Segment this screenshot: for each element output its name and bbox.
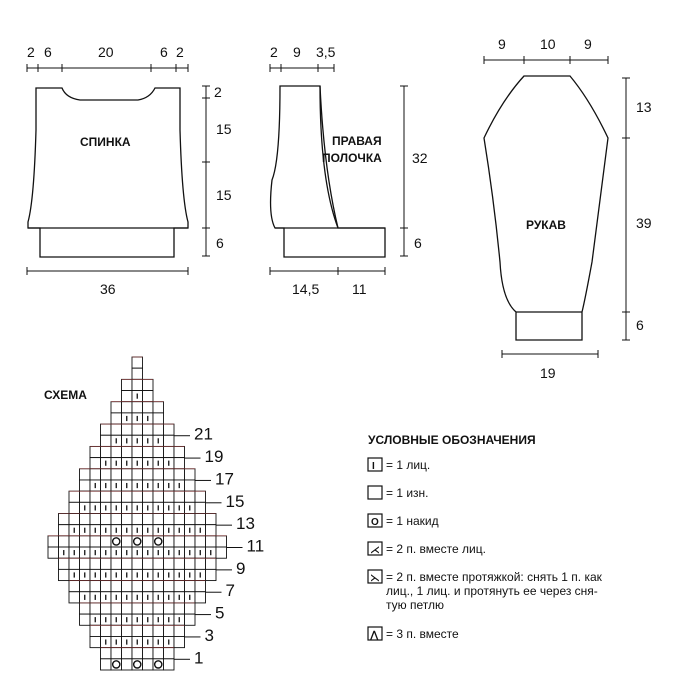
chart-cell bbox=[69, 502, 80, 513]
chart-cell bbox=[90, 514, 101, 525]
chart-cell bbox=[174, 491, 185, 502]
chart-cell bbox=[174, 446, 185, 457]
yarn-over-mark bbox=[134, 538, 141, 545]
sleeve-bottom-dimension bbox=[502, 350, 598, 381]
chart-cell bbox=[101, 435, 112, 446]
chart-cell bbox=[101, 581, 112, 592]
chart-cell bbox=[122, 536, 133, 547]
sleeve-top-dim-1: 9 bbox=[498, 36, 506, 52]
chart-cell bbox=[143, 648, 154, 659]
back-label: СПИНКА bbox=[80, 135, 131, 149]
row-number-label: 19 bbox=[204, 447, 224, 467]
chart-cell bbox=[195, 558, 206, 569]
chart-cell bbox=[80, 480, 91, 491]
back-top-dim-5: 2 bbox=[176, 44, 184, 60]
chart-cell bbox=[80, 469, 91, 480]
chart-cell bbox=[143, 603, 154, 614]
chart-cell bbox=[132, 581, 143, 592]
chart-cell bbox=[90, 458, 101, 469]
chart-cell bbox=[185, 480, 196, 491]
front-label-line1: ПРАВАЯ bbox=[332, 134, 382, 148]
chart-cell bbox=[132, 446, 143, 457]
front-piece bbox=[270, 44, 428, 297]
chart-cell bbox=[132, 603, 143, 614]
sleeve-label: РУКАВ bbox=[526, 218, 566, 232]
stitch-chart bbox=[48, 357, 227, 670]
legend-text-k2tog: = 2 п. вместе лиц. bbox=[386, 542, 486, 556]
chart-cell bbox=[153, 558, 164, 569]
chart-cell bbox=[164, 514, 175, 525]
schema-title: СХЕМА bbox=[44, 388, 87, 402]
chart-cell bbox=[101, 469, 112, 480]
chart-cell bbox=[143, 379, 154, 390]
chart-cell bbox=[111, 402, 122, 413]
chart-cell bbox=[122, 446, 133, 457]
chart-cell bbox=[206, 514, 217, 525]
chart-cell bbox=[111, 446, 122, 457]
chart-cell bbox=[122, 603, 133, 614]
chart-cell bbox=[185, 536, 196, 547]
chart-cell bbox=[195, 502, 206, 513]
row-number-label: 5 bbox=[215, 603, 225, 623]
chart-cell bbox=[132, 625, 143, 636]
front-label-line2: ПОЛОЧКА bbox=[322, 151, 382, 165]
chart-cell bbox=[48, 536, 59, 547]
back-bottom-dimension bbox=[27, 267, 188, 297]
front-bottom-dim-1: 14,5 bbox=[292, 281, 320, 297]
sleeve-piece bbox=[484, 36, 652, 381]
row-number-label: 3 bbox=[204, 625, 214, 645]
chart-cell bbox=[164, 424, 175, 435]
chart-cell bbox=[111, 603, 122, 614]
chart-cell bbox=[143, 446, 154, 457]
legend-item-purl bbox=[368, 486, 429, 500]
chart-cell bbox=[101, 659, 112, 670]
chart-cell bbox=[80, 558, 91, 569]
front-side-dim-2: 6 bbox=[414, 235, 422, 251]
front-side-dim-1: 32 bbox=[412, 150, 428, 166]
sleeve-top-dim-2: 10 bbox=[540, 36, 556, 52]
chart-cell bbox=[69, 592, 80, 603]
yarn-over-mark bbox=[134, 661, 141, 668]
chart-cell bbox=[90, 536, 101, 547]
chart-cell bbox=[111, 413, 122, 424]
chart-cell bbox=[164, 659, 175, 670]
chart-cell bbox=[59, 525, 70, 536]
chart-cell bbox=[59, 558, 70, 569]
chart-cell bbox=[143, 625, 154, 636]
chart-cell bbox=[111, 558, 122, 569]
chart-cell bbox=[153, 603, 164, 614]
chart-cell bbox=[195, 581, 206, 592]
chart-cell bbox=[101, 558, 112, 569]
legend-text-purl: = 1 изн. bbox=[386, 486, 429, 500]
chart-cell bbox=[143, 424, 154, 435]
ssk-icon: ⋋ bbox=[370, 573, 380, 584]
sleeve-side-dim-1: 13 bbox=[636, 99, 652, 115]
front-bottom-dim-2: 11 bbox=[352, 281, 367, 297]
legend-text-knit: = 1 лиц. bbox=[386, 458, 431, 472]
chart-cell bbox=[195, 536, 206, 547]
chart-cell bbox=[143, 402, 154, 413]
row-number-label: 11 bbox=[246, 536, 265, 556]
chart-cell bbox=[80, 514, 91, 525]
chart-cell bbox=[174, 636, 185, 647]
chart-cell bbox=[122, 514, 133, 525]
chart-cell bbox=[174, 514, 185, 525]
chart-cell bbox=[206, 569, 217, 580]
yarn-over-icon: O bbox=[371, 517, 379, 528]
chart-cell bbox=[153, 491, 164, 502]
chart-cell bbox=[101, 625, 112, 636]
sleeve-top-dim-3: 9 bbox=[584, 36, 592, 52]
chart-cell bbox=[122, 659, 133, 670]
chart-cell bbox=[143, 581, 154, 592]
chart-cell bbox=[59, 514, 70, 525]
chart-cell bbox=[80, 603, 91, 614]
chart-cell bbox=[48, 547, 59, 558]
chart-cell bbox=[174, 625, 185, 636]
chart-cell bbox=[132, 469, 143, 480]
legend-text-yarn-over: = 1 накид bbox=[386, 514, 439, 528]
back-top-dim-4: 6 bbox=[160, 44, 168, 60]
chart-cell bbox=[174, 469, 185, 480]
chart-cell bbox=[195, 592, 206, 603]
legend-text-k3tog: = 3 п. вместе bbox=[386, 627, 459, 641]
front-top-dim-3: 3,5 bbox=[316, 44, 336, 60]
chart-cell bbox=[122, 558, 133, 569]
chart-cell bbox=[69, 514, 80, 525]
back-side-dim-1: 2 bbox=[214, 84, 222, 100]
chart-cell bbox=[185, 614, 196, 625]
chart-cell bbox=[80, 581, 91, 592]
back-bottom-dim: 36 bbox=[100, 281, 116, 297]
back-top-dim-3: 20 bbox=[98, 44, 114, 60]
chart-cell bbox=[101, 648, 112, 659]
sleeve-side-dimension bbox=[622, 78, 652, 340]
chart-cell bbox=[101, 424, 112, 435]
yarn-over-mark bbox=[113, 661, 120, 668]
back-side-dim-2: 15 bbox=[216, 121, 232, 137]
legend-title: УСЛОВНЫЕ ОБОЗНАЧЕНИЯ bbox=[368, 433, 536, 447]
chart-cell bbox=[164, 469, 175, 480]
chart-cell bbox=[101, 536, 112, 547]
chart-cell bbox=[185, 558, 196, 569]
chart-cell bbox=[122, 469, 133, 480]
sleeve-bottom-dim: 19 bbox=[540, 365, 556, 381]
chart-cell bbox=[90, 469, 101, 480]
chart-cell bbox=[111, 491, 122, 502]
chart-cell bbox=[80, 614, 91, 625]
row-number-label: 9 bbox=[236, 558, 246, 578]
back-top-dimension bbox=[27, 44, 188, 72]
chart-cell bbox=[90, 625, 101, 636]
chart-cell bbox=[132, 514, 143, 525]
back-top-dim-2: 6 bbox=[44, 44, 52, 60]
yarn-over-mark bbox=[155, 538, 162, 545]
chart-cell bbox=[132, 368, 143, 379]
back-side-dim-3: 15 bbox=[216, 187, 232, 203]
chart-cell bbox=[111, 581, 122, 592]
chart-cell bbox=[101, 514, 112, 525]
chart-cell bbox=[164, 603, 175, 614]
chart-cell bbox=[185, 514, 196, 525]
chart-cell bbox=[174, 558, 185, 569]
chart-cell bbox=[195, 491, 206, 502]
chart-cell bbox=[132, 648, 143, 659]
chart-cell bbox=[69, 491, 80, 502]
front-bottom-dimension bbox=[270, 267, 385, 297]
chart-cell bbox=[122, 424, 133, 435]
chart-cell bbox=[122, 648, 133, 659]
row-number-label: 1 bbox=[194, 648, 204, 668]
chart-cell bbox=[101, 446, 112, 457]
chart-cell bbox=[132, 491, 143, 502]
chart-cell bbox=[143, 491, 154, 502]
chart-cell bbox=[101, 491, 112, 502]
chart-cell bbox=[143, 659, 154, 670]
chart-cell bbox=[164, 435, 175, 446]
chart-cell bbox=[195, 514, 206, 525]
chart-cell bbox=[90, 581, 101, 592]
chart-cell bbox=[122, 379, 133, 390]
chart-cell bbox=[111, 424, 122, 435]
chart-cell bbox=[69, 558, 80, 569]
chart-cell bbox=[164, 491, 175, 502]
chart-cell bbox=[153, 648, 164, 659]
chart-cell bbox=[164, 558, 175, 569]
sleeve-side-dim-2: 39 bbox=[636, 215, 652, 231]
front-side-dimension bbox=[400, 86, 428, 256]
chart-cell bbox=[143, 469, 154, 480]
k2tog-icon: ⋌ bbox=[370, 545, 380, 556]
chart-cell bbox=[174, 581, 185, 592]
back-outline bbox=[28, 88, 188, 257]
chart-cell bbox=[69, 536, 80, 547]
chart-cell bbox=[90, 491, 101, 502]
legend-item-yarn-over bbox=[368, 514, 439, 528]
chart-cell bbox=[174, 458, 185, 469]
chart-cell bbox=[132, 424, 143, 435]
chart-cell bbox=[90, 636, 101, 647]
chart-cell bbox=[206, 525, 217, 536]
chart-cell bbox=[153, 424, 164, 435]
chart-cell bbox=[111, 469, 122, 480]
chart-cell bbox=[164, 648, 175, 659]
chart-cell bbox=[69, 581, 80, 592]
chart-cell bbox=[153, 413, 164, 424]
legend-text-ssk-3: тую петлю bbox=[386, 598, 444, 612]
chart-cell bbox=[206, 536, 217, 547]
row-number-label: 13 bbox=[236, 514, 255, 534]
chart-cell bbox=[122, 491, 133, 502]
legend-text-ssk-1: = 2 п. вместе протяжкой: снять 1 п. как bbox=[386, 570, 602, 584]
front-top-dim-2: 9 bbox=[293, 44, 301, 60]
front-top-dim-1: 2 bbox=[270, 44, 278, 60]
row-number-label: 21 bbox=[194, 424, 213, 444]
chart-cell bbox=[90, 558, 101, 569]
chart-cell bbox=[132, 379, 143, 390]
chart-cell bbox=[111, 625, 122, 636]
chart-cell bbox=[132, 558, 143, 569]
chart-cell bbox=[143, 391, 154, 402]
back-side-dimension bbox=[202, 84, 232, 256]
chart-cell bbox=[122, 625, 133, 636]
chart-cell bbox=[90, 603, 101, 614]
legend-item-knit bbox=[368, 458, 430, 472]
chart-cell bbox=[122, 581, 133, 592]
chart-cell bbox=[164, 536, 175, 547]
front-top-dimension bbox=[270, 44, 336, 72]
row-number-label: 17 bbox=[215, 469, 234, 489]
chart-cell bbox=[185, 491, 196, 502]
chart-cell bbox=[153, 581, 164, 592]
chart-cell bbox=[111, 648, 122, 659]
chart-cell bbox=[90, 446, 101, 457]
chart-cell bbox=[206, 558, 217, 569]
legend-item-k2tog bbox=[368, 542, 486, 556]
back-piece bbox=[27, 44, 232, 297]
row-number-label: 15 bbox=[225, 491, 245, 511]
legend bbox=[368, 433, 603, 641]
sleeve-top-dimension bbox=[484, 36, 608, 64]
yarn-over-mark bbox=[155, 661, 162, 668]
chart-cell bbox=[164, 581, 175, 592]
chart-cell bbox=[185, 581, 196, 592]
legend-item-ssk bbox=[368, 570, 603, 612]
back-side-dim-4: 6 bbox=[216, 235, 224, 251]
chart-cell bbox=[101, 603, 112, 614]
chart-cell bbox=[216, 536, 227, 547]
chart-cell bbox=[143, 536, 154, 547]
chart-cell bbox=[59, 569, 70, 580]
chart-cell bbox=[80, 536, 91, 547]
chart-cell bbox=[132, 402, 143, 413]
chart-cell bbox=[164, 625, 175, 636]
chart-cell bbox=[132, 357, 143, 368]
legend-item-k3tog bbox=[368, 627, 459, 641]
chart-cell bbox=[185, 603, 196, 614]
chart-cell bbox=[153, 625, 164, 636]
chart-cell bbox=[216, 547, 227, 558]
purl-stitch-icon bbox=[368, 486, 382, 499]
chart-cell bbox=[153, 446, 164, 457]
chart-cell bbox=[153, 402, 164, 413]
chart-cell bbox=[122, 402, 133, 413]
chart-cell bbox=[111, 514, 122, 525]
k3tog-icon: ⋀ bbox=[370, 630, 379, 641]
legend-text-ssk-2: лиц., 1 лиц. и протянуть ее через сня- bbox=[386, 584, 598, 598]
yarn-over-mark bbox=[113, 538, 120, 545]
chart-cell bbox=[153, 469, 164, 480]
chart-cell bbox=[153, 514, 164, 525]
chart-cell bbox=[143, 514, 154, 525]
knit-stitch-icon: I bbox=[372, 461, 375, 472]
chart-cell bbox=[59, 536, 70, 547]
chart-cell bbox=[80, 491, 91, 502]
chart-cell bbox=[185, 469, 196, 480]
chart-cell bbox=[174, 536, 185, 547]
sleeve-outline bbox=[484, 76, 608, 340]
chart-cell bbox=[174, 603, 185, 614]
chart-cell bbox=[164, 446, 175, 457]
chart-cell bbox=[143, 558, 154, 569]
chart-cell bbox=[122, 391, 133, 402]
back-top-dim-1: 2 bbox=[27, 44, 35, 60]
sleeve-side-dim-3: 6 bbox=[636, 317, 644, 333]
row-number-label: 7 bbox=[225, 581, 235, 601]
